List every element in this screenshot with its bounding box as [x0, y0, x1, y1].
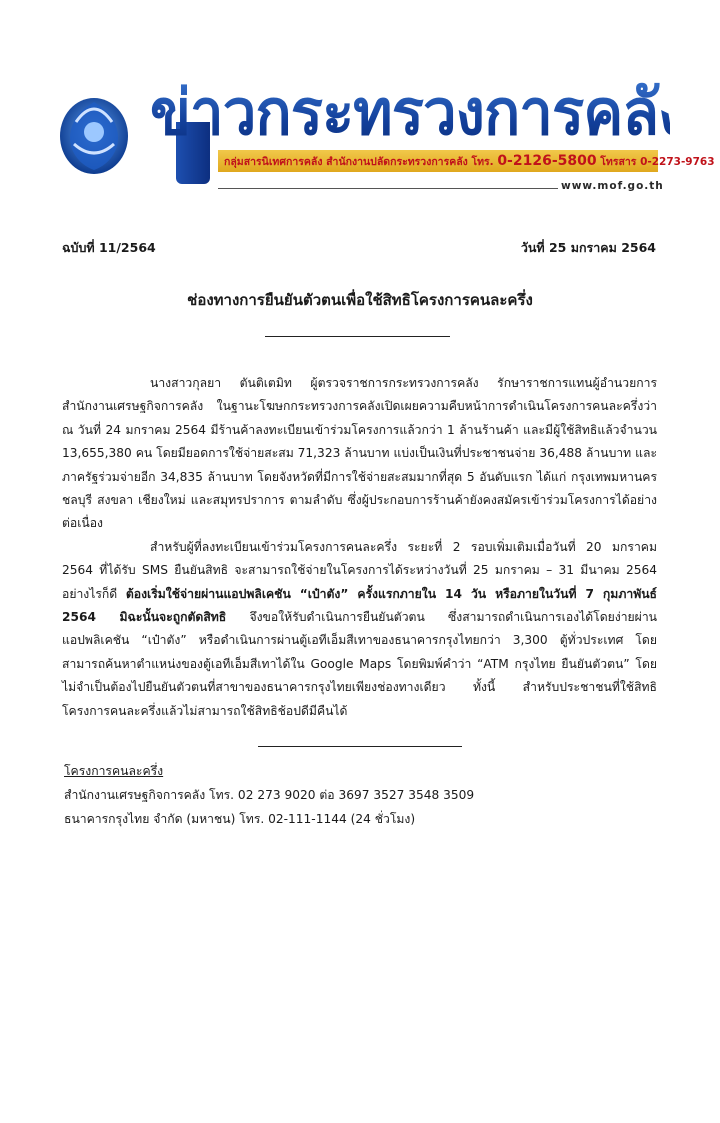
issue-date: วันที่ 25 มกราคม 2564: [520, 240, 656, 255]
paragraph-1: นางสาวกุลยา ตันติเตมิท ผู้ตรวจราชการกระทรวงการคลัง รักษาราชการแทนผู้อำนวยการสำนักงานเศรษฐกิจการคลัง ในฐานะโฆษกกระทรวงการคลังเปิดเผยความคืบหน้าการดำเนินโครงการคนละครึ่งว่า ณ วันที่ 24 มกราคม 2564 มีร้านค้าลงทะเบียนเข้าร่วมโครงการแล้วกว่า 1 ล้านร้านค้า และมีผู้ใช้สิทธิแล้วจำนวน 13,655,380 คน โดยมียอดการใช้จ่ายสะสม 71,323 ล้านบาท แบ่งเป็นเงินที่ประชาชนจ่าย 36,488 ล้านบาท และภาครัฐร่วมจ่ายอีก 34,835 ล้านบาท โดยจังหวัดที่มีการใช้จ่ายสะสมมากที่สุด 5 อันดับแรก ได้แก่ กรุงเทพมหานคร ชลบุรี สงขลา เชียงใหม่ และสมุทรปราการ ตามลำดับ ซึ่งผู้ประกอบการร้านค้ายังคงสมัครเข้าร่วมโครงการได้อย่างต่อเนื่อง: [62, 376, 657, 531]
title-underline: [265, 336, 450, 337]
contact-heading: โครงการคนละครึ่ง: [64, 764, 164, 778]
contact-line-1: สำนักงานเศรษฐกิจการคลัง โทร. 02 273 9020 ต่อ 3697 3527 3548 3509: [64, 788, 475, 802]
paragraph-2-part-a: สำหรับผู้ที่ลงทะเบียนเข้าร่วมโครงการคนละครึ่ง ระยะที่ 2 รอบเพิ่มเติมเมื่อวันที่ 20 มกราคม 2564 ที่ได้รับ SMS ยืนยันสิทธิ จะสามารถใช้จ่ายในโครงการได้ระหว่างวันที่ 25 มกราคม – 31 มีนาคม 2564 อย่างไรก็ดี: [62, 539, 657, 601]
paragraph-2-bold: ต้องเริ่มใช้จ่ายผ่านแอปพลิเคชัน “เป๋าตัง” ครั้งแรกภายใน 14 วัน หรือภายในวันที่ 7 กุมภาพันธ์ 2564 มิฉะนั้นจะถูกตัดสิทธิ: [62, 586, 657, 625]
masthead-contact-bar: [218, 150, 715, 172]
masthead-bar-text: กลุ่มสารนิเทศการคลัง สำนักงานปลัดกระทรวงการคลัง โทร.: [224, 156, 494, 168]
document-body: [62, 372, 657, 723]
paragraph-2: [62, 536, 657, 723]
end-rule: [258, 746, 462, 747]
contact-line-2: ธนาคารกรุงไทย จำกัด (มหาชน) โทร. 02-111-1144 (24 ชั่วโมง): [64, 812, 416, 826]
document-title: ช่องทางการยืนยันตัวตนเพื่อใช้สิทธิโครงการคนละครึ่ง: [187, 291, 533, 309]
paragraph-2-part-b: จึงขอให้รับดำเนินการยืนยันตัวตน ซึ่งสามารถดำเนินการเองได้โดยง่ายผ่านแอปพลิเคชัน “เป๋าตัง” หรือดำเนินการผ่านตู้เอทีเอ็มสีเทาของธนาคารกรุงไทยกว่า 3,300 ตู้ทั่วประเทศ โดยสามารถค้นหาตำแหน่งของตู้เอทีเอ็มสีเทาได้ใน Google Maps โดยพิมพ์คำว่า “ATM กรุงไทย ยืนยันตัวตน” โดยไม่จำเป็นต้องไปยืนยันตัวตนที่สาขาของธนาคารกรุงไทยเพียงช่องทางเดียว ทั้งนี้ สำหรับประชาชนที่ใช้สิทธิโครงการคนละครึ่งแล้วไม่สามารถใช้สิทธิช้อปดีมีคืนได้: [62, 610, 657, 718]
masthead-bar-fax: โทรสาร 0-2273-9763: [600, 156, 715, 168]
masthead-url: www.mof.go.th: [561, 180, 664, 192]
ministry-emblem-icon: [56, 92, 132, 178]
masthead-title: ข่าวกระทรวงการคลัง: [150, 70, 670, 156]
contact-block: [64, 759, 474, 831]
issue-number: ฉบับที่ 11/2564: [62, 240, 156, 255]
masthead-rule: [218, 188, 558, 189]
masthead-bar-phone: 0-2126-5800: [497, 153, 597, 169]
